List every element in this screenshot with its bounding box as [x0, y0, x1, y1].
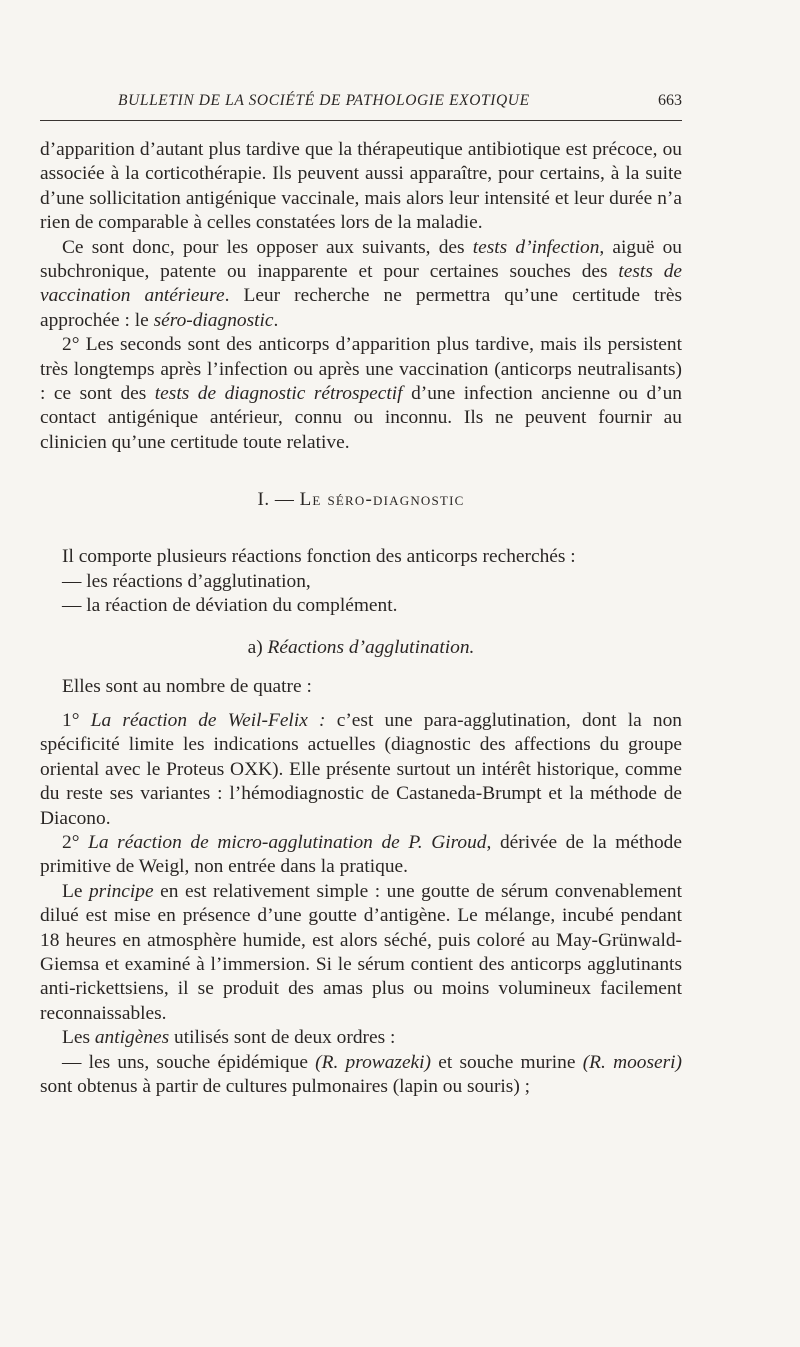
paragraph-weil-felix: [40, 709, 682, 831]
subsection-label: a): [247, 636, 268, 658]
text: Les: [62, 1027, 95, 1049]
section-title: Le séro-diagnostic: [299, 489, 465, 511]
italic-term: séro-diagnostic: [153, 309, 274, 331]
page-number: 663: [658, 92, 682, 109]
paragraph-tests-infection: [40, 236, 682, 334]
text: — les uns, souche épidémique: [62, 1051, 316, 1073]
paragraph-antigens: [40, 1026, 682, 1050]
list-item: — la réaction de déviation du complément.: [62, 595, 398, 617]
page-body: [40, 138, 682, 1099]
text: d’une infection ancienne ou d’un contact antigénique antérieur, connu ou inconnu. Ils ne peuvent fournir au clinicien qu’une certitude toute relative.: [40, 383, 682, 453]
italic-term: tests de diagnostic rétrospectif: [154, 383, 403, 405]
text: 2° Les seconds sont des anticorps d’apparition plus tardive, mais ils persistent très longtemps après l’infection ou après une vaccination (anticorps neutralisants) : ce sont des: [40, 334, 682, 405]
paragraph-principle: [40, 880, 682, 1026]
running-title: BULLETIN DE LA SOCIÉTÉ DE PATHOLOGIE EXOTIQUE: [118, 92, 530, 109]
text: 2°: [62, 831, 89, 853]
italic-term: principe: [88, 880, 154, 902]
italic-term: tests de vaccination antérieure: [40, 261, 683, 307]
text: en est relativement simple : une goutte de sérum convenablement dilué est mise en présence d’une goutte d’antigène. Le mélange, incubé pendant 18 heures en atmosphère humide, est alors séché, puis coloré au May-Grünwald-Giemsa et examiné à l’immersion. Si le sérum contient des anticorps agglutinants anti-rickettsiens, il se produit des amas plus ou moins volumineux facilement reconnaissables.: [40, 880, 682, 1024]
paragraph-continuation: d’apparition d’autant plus tardive que la thérapeutique antibiotique est précoce, ou associée à la corticothérapie. Ils peuvent aussi apparaître, pour certains, à la suite d’une sollicitation antigénique vaccinale, mais alors leur intensité et leur durée n’a rien de comparable à celles constatées lors de la maladie.: [40, 139, 682, 234]
subsection-title: Réactions d’agglutination.: [267, 636, 475, 658]
running-header: [40, 92, 682, 121]
italic-term: (R. mooseri): [582, 1051, 683, 1073]
list-item: — les réactions d’agglutination,: [62, 570, 311, 592]
italic-term: La réaction de Weil-Felix :: [90, 709, 326, 731]
section-number: I. —: [257, 489, 300, 511]
italic-term: tests d’infection: [472, 236, 600, 258]
text: 1°: [62, 709, 91, 731]
text: .: [273, 309, 279, 331]
italic-term: antigènes: [94, 1027, 170, 1049]
text: c’est une para-agglutination, dont la non spécificité limite les indications actuelles (diagnostic des affections du groupe oriental avec le Proteus OXK). Elle présente surtout un intérêt historique, comme du reste ses variantes : l’hémodiagnostic de Castaneda-Brumpt et la méthode de Diacono.: [40, 709, 682, 829]
text: et souche murine: [431, 1051, 583, 1073]
paragraph-micro-agglutination: [40, 831, 682, 880]
paragraph-strains: [40, 1051, 682, 1100]
section-heading: [40, 489, 682, 511]
text: utilisés sont de deux ordres :: [169, 1027, 396, 1049]
text: sont obtenus à partir de cultures pulmonaires (lapin ou souris) ;: [40, 1076, 531, 1097]
paragraph-reactions-intro: Il comporte plusieurs réactions fonction des anticorps recherchés :: [62, 546, 576, 568]
italic-term: (R. prowazeki): [315, 1051, 431, 1073]
text: , aiguë ou subchronique, patente ou inapparente et pour certaines souches des: [40, 236, 682, 283]
text: Ce sont donc, pour les opposer aux suivants, des: [62, 236, 473, 258]
text: Le: [62, 880, 89, 902]
text: , dérivée de la méthode primitive de Weigl, non entrée dans la pratique.: [40, 831, 682, 878]
italic-term: La réaction de micro-agglutination de P. Giroud: [88, 831, 487, 853]
paragraph-count: Elles sont au nombre de quatre :: [62, 675, 312, 697]
paragraph-second-antibodies: [40, 333, 682, 455]
text: . Leur recherche ne permettra qu’une certitude très approchée : le: [40, 285, 683, 331]
subsection-heading: [40, 637, 682, 659]
